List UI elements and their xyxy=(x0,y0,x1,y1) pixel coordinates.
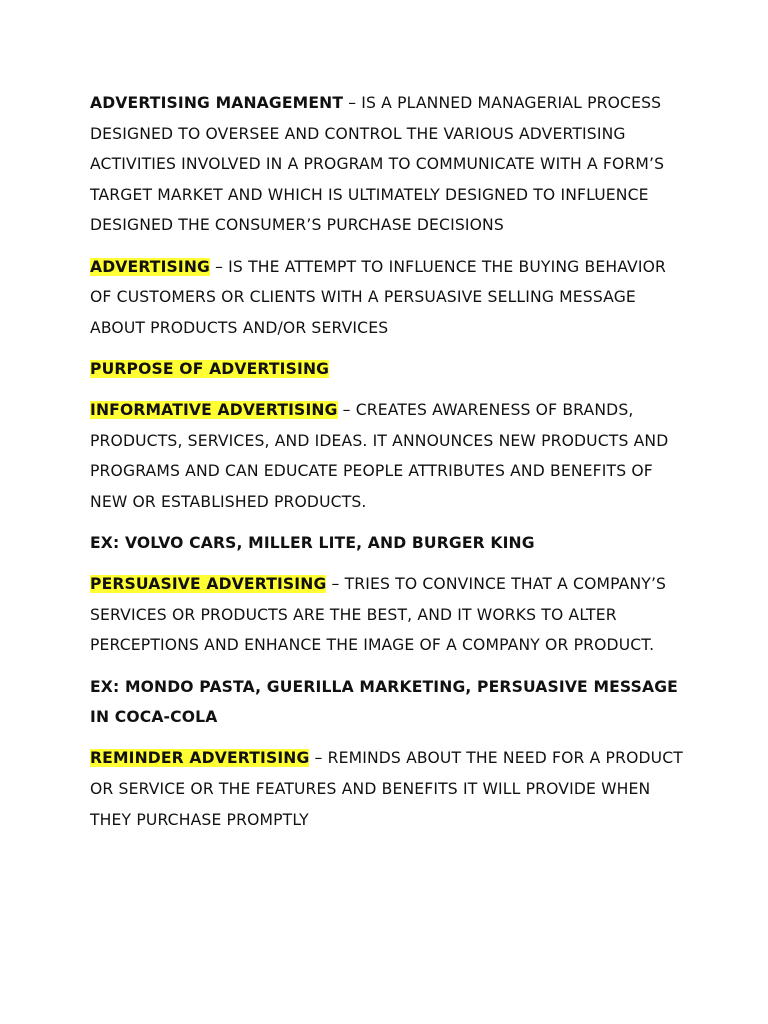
definition-advertising-management xyxy=(90,88,690,241)
term-persuasive-advertising: PERSUASIVE ADVERTISING xyxy=(90,575,327,594)
term-advertising: ADVERTISING xyxy=(90,257,211,276)
term-advertising-management: ADVERTISING MANAGEMENT xyxy=(90,94,344,112)
definition-text: – IS A PLANNED MANAGERIAL PROCESS DESIGNED TO OVERSEE AND CONTROL THE VARIOUS ADVERTISING ACTIVITIES INVOLVED IN A PROGRAM TO COMMUNICATE WITH A FORM’S TARGET MARKET AND WHICH IS ULTIMATELY DESIGNED TO INFLUENCE DESIGNED THE CONSUMER’S PURCHASE DECISIONS xyxy=(90,94,665,235)
example-informative: EX: VOLVO CARS, MILLER LITE, AND BURGER KING xyxy=(90,534,535,553)
term-reminder-advertising: REMINDER ADVERTISING xyxy=(90,749,310,768)
heading-purpose-of-advertising: PURPOSE OF ADVERTISING xyxy=(90,359,330,378)
definition-text: – REMINDS ABOUT THE NEED FOR A PRODUCT OR SERVICE OR THE FEATURES AND BENEFITS IT WILL PROVIDE WHEN THEY PURCHASE PROMPTLY xyxy=(90,749,683,829)
definition-text: – TRIES TO CONVINCE THAT A COMPANY’S SERVICES OR PRODUCTS ARE THE BEST, AND IT WORKS TO ALTER PERCEPTIONS AND ENHANCE THE IMAGE OF A COMPANY OR PRODUCT. xyxy=(90,575,667,655)
definition-text: – IS THE ATTEMPT TO INFLUENCE THE BUYING BEHAVIOR OF CUSTOMERS OR CLIENTS WITH A PERSUASIVE SELLING MESSAGE ABOUT PRODUCTS AND/OR SERVICES xyxy=(90,257,667,337)
definition-advertising xyxy=(90,252,690,344)
document-page xyxy=(90,88,690,846)
example-persuasive: EX: MONDO PASTA, GUERILLA MARKETING, PERSUASIVE MESSAGE IN COCA-COLA xyxy=(90,677,678,727)
definition-informative-advertising xyxy=(90,395,690,517)
definition-text: – CREATES AWARENESS OF BRANDS, PRODUCTS, SERVICES, AND IDEAS. IT ANNOUNCES NEW PRODUCTS AND PROGRAMS AND CAN EDUCATE PEOPLE ATTRIBUTES AND BENEFITS OF NEW OR ESTABLISHED PRODUCTS. xyxy=(90,401,669,511)
definition-persuasive-advertising xyxy=(90,569,690,661)
definition-reminder-advertising xyxy=(90,743,690,835)
section-heading-purpose xyxy=(90,354,690,385)
term-informative-advertising: INFORMATIVE ADVERTISING xyxy=(90,401,338,420)
